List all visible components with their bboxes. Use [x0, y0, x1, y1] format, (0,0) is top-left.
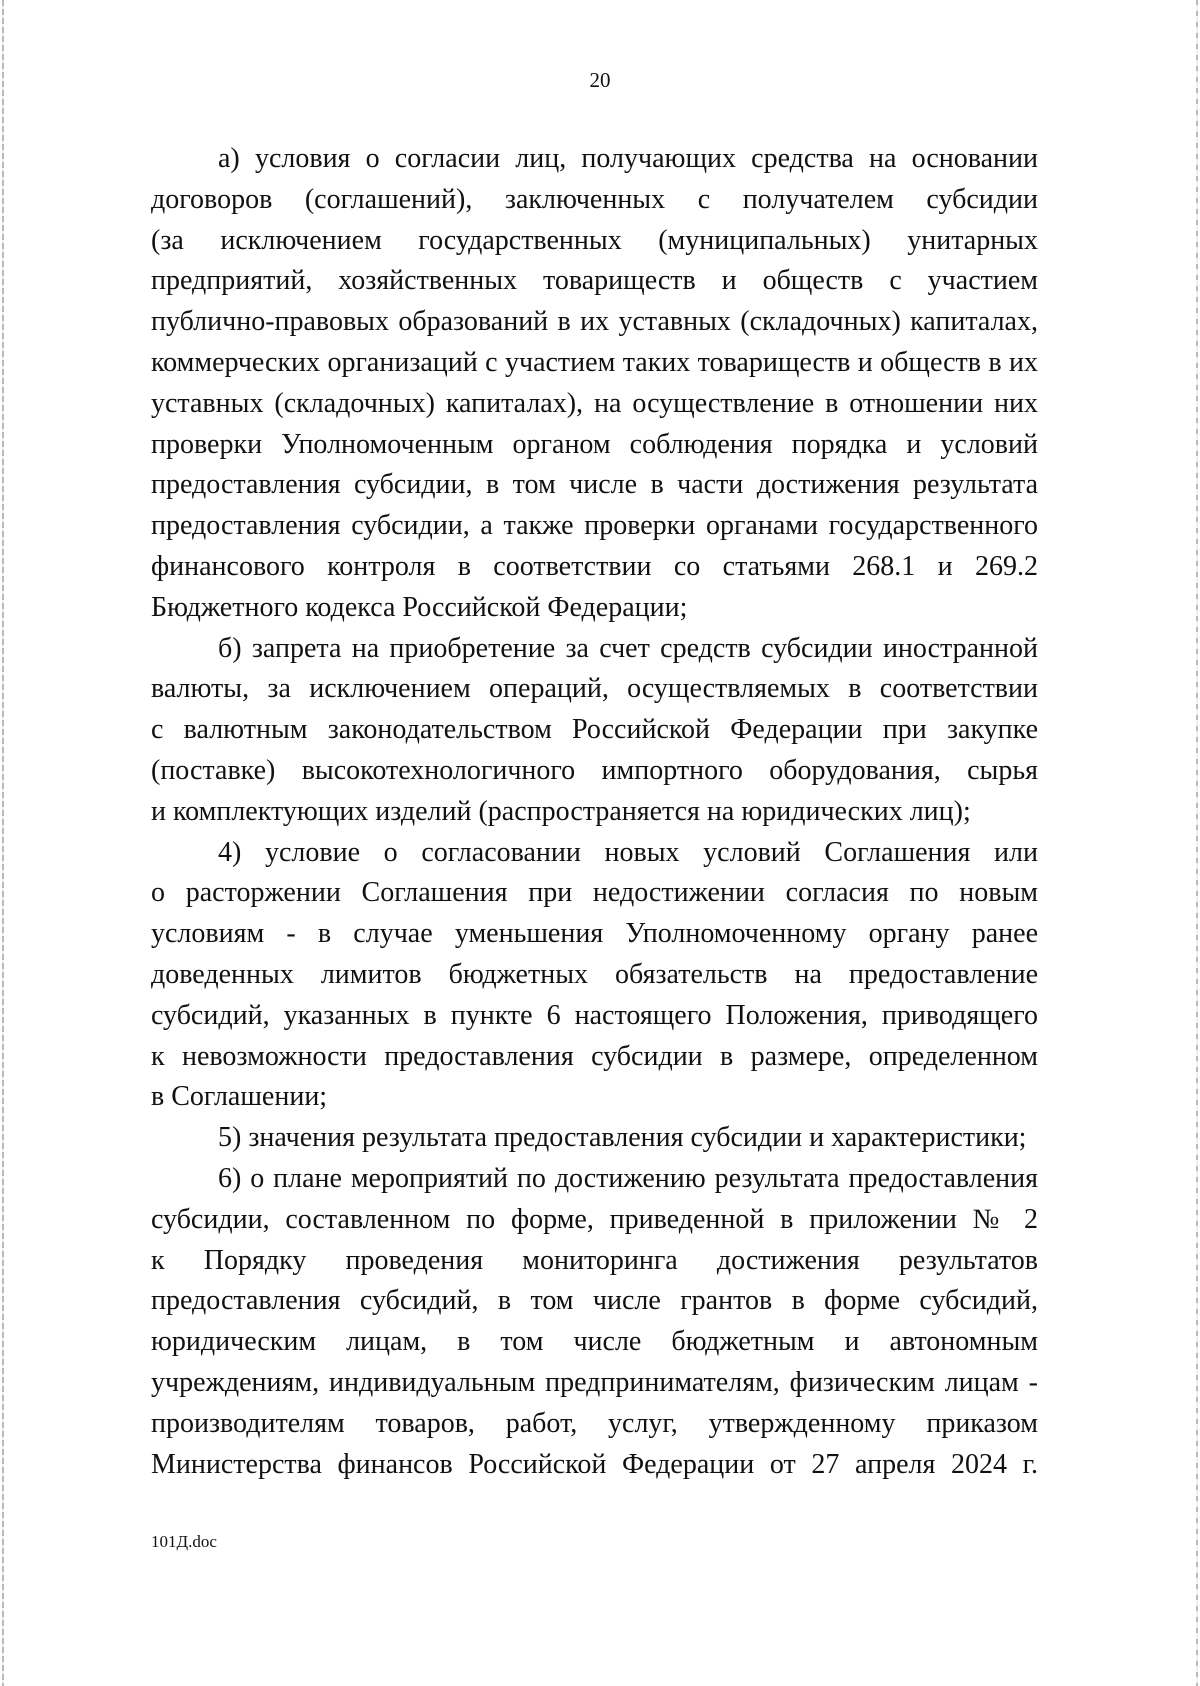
page-number: 20 [589, 68, 611, 92]
text-line: о расторжении Соглашения при недостижении согласия по новым [151, 877, 1038, 909]
text-line: Министерства финансов Российской Федерации от 27 апреля 2024 г. [151, 1448, 1038, 1480]
text-line: доведенных лимитов бюджетных обязательств на предоставление [151, 958, 1038, 990]
text-line: а) условия о согласии лиц, получающих средства на основании [218, 143, 1038, 174]
text-line: валюты, за исключением операций, осуществляемых в соответствии [151, 673, 1038, 705]
text-line: (за исключением государственных (муниципальных) унитарных [151, 224, 1038, 256]
text-line: проверки Уполномоченным органом соблюдения порядка и условий [151, 428, 1038, 460]
text-line: субсидий, указанных в пункте 6 настоящего Положения, приводящего [151, 999, 1038, 1031]
text-line: коммерческих организаций с участием таких товариществ и обществ в их [151, 346, 1038, 378]
text-line: 4) условие о согласовании новых условий Соглашения или [218, 836, 1038, 868]
text-line: предоставления субсидий, в том числе грантов в форме субсидий, [151, 1285, 1038, 1317]
text-line: в Соглашении; [151, 1081, 328, 1113]
text-line: (поставке) высокотехнологичного импортного оборудования, сырья [151, 754, 1038, 786]
paragraph [151, 629, 1038, 833]
paragraph [151, 1118, 1038, 1159]
text-line: 6) о плане мероприятий по достижению результата предоставления [218, 1162, 1038, 1194]
paragraph [151, 1159, 1038, 1485]
text-line: с валютным законодательством Российской Федерации при закупке [151, 714, 1038, 746]
text-line: уставных (складочных) капиталах), на осуществление в отношении них [151, 387, 1038, 419]
text-line: предоставления субсидии, в том числе в части достижения результата [151, 469, 1038, 501]
text-line: учреждениям, индивидуальным предпринимателям, физическим лицам - [151, 1366, 1038, 1398]
scan-edge-right [1196, 0, 1198, 1686]
text-line: финансового контроля в соответствии со статьями 268.1 и 269.2 [151, 550, 1038, 582]
scan-edge-left [2, 0, 4, 1686]
text-line: условиям - в случае уменьшения Уполномоченному органу ранее [151, 918, 1038, 950]
footer-filename: 101Д.doc [151, 1532, 217, 1551]
text-line: предприятий, хозяйственных товариществ и обществ с участием [151, 265, 1038, 297]
text-line: б) запрета на приобретение за счет средств субсидии иностранной [218, 632, 1038, 664]
text-line: предоставления субсидии, а также проверки органами государственного [151, 510, 1038, 542]
text-line: к Порядку проведения мониторинга достижения результатов [151, 1244, 1038, 1276]
paragraph [151, 833, 1038, 1119]
paragraph [151, 139, 1038, 629]
document-body [151, 139, 1038, 1485]
text-line: субсидии, составленном по форме, приведенной в приложении № 2 [151, 1203, 1038, 1235]
text-line: Бюджетного кодекса Российской Федерации; [151, 591, 688, 623]
text-line: 5) значения результата предоставления субсидии и характеристики; [218, 1122, 1027, 1154]
text-line: производителям товаров, работ, услуг, утвержденному приказом [151, 1407, 1038, 1439]
text-line: договоров (соглашений), заключенных с получателем субсидии [151, 183, 1038, 215]
text-line: публично-правовых образований в их уставных (складочных) капиталах, [151, 306, 1038, 338]
text-line: и комплектующих изделий (распространяется на юридических лиц); [151, 795, 971, 827]
text-line: к невозможности предоставления субсидии в размере, определенном [151, 1040, 1038, 1072]
text-line: юридическим лицам, в том числе бюджетным и автономным [151, 1326, 1038, 1358]
